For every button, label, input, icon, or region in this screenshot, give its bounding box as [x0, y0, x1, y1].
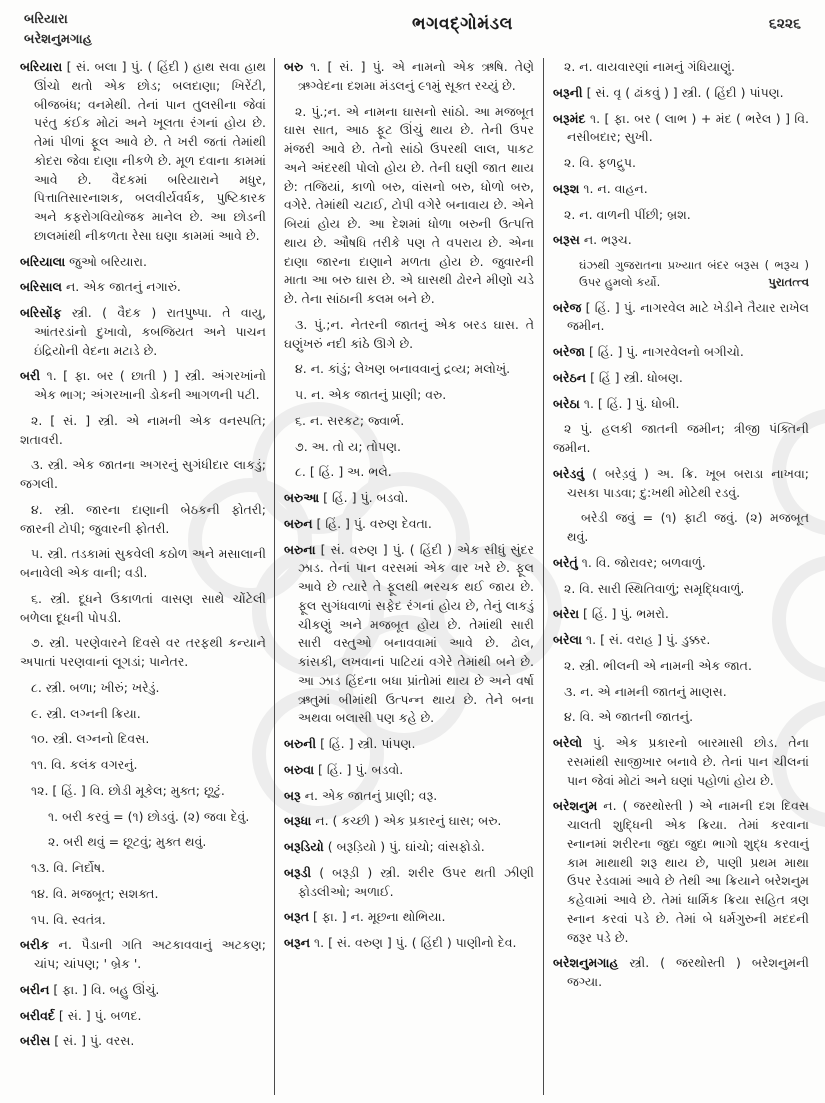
entry-text: ઘંઝથી ગુજરાતના પ્રખ્યાત બંદર બરૂસ ( ભરૂચ ) ઉપર હુમલો કર્યો. — [579, 258, 809, 290]
dictionary-entry — [20, 1007, 266, 1026]
entry-text: ૨. પું.;ન. એ નામના ઘાસનો સાંઠો. આ મજબૂત ઘાસ સાત, આઠ ફૂટ ઊંચું થાય છે. તેની ઉપર મંજરી આવે છે. તેનો સાંઠો ઉપરથી લાલ, પાકટ અને અંદરથી પોલો હોય છે. તેની ઘણી જાત થાય છે: તજિયાં, કાળો બરુ, વાંસનો બરુ, ધોળો બરુ, વગેરે. તેમાંથી ચટાઈ, ટોપી વગેરે બનાવાય છે. એને બિયાં હોય છે. આ દેશમાં ધોળા બરુની ઉત્પત્તિ થાય છે. ઔષધિ તરીકે પણ તે વપરાય છે. એના દાણા જારના દાણાને મળતા હોય છે. જુવારની માતા આ બરુ ઘાસ છે. એ ઘાસથી ઢોરને મીણો ચડે છે. તેના સાંઠાની કલમ બને છે. — [284, 103, 534, 306]
entry-text: [ ફા. ] વિ. બહુ ઊંચું. — [53, 981, 160, 997]
headword: બરુના — [284, 541, 316, 557]
headword: બરીવર્દ — [20, 1007, 55, 1023]
dictionary-entry — [553, 231, 809, 250]
entry-text: [ હિં. ] પું. બડવો. — [318, 761, 404, 777]
headword: બરુવા — [284, 761, 315, 777]
dictionary-entry — [20, 367, 266, 405]
dictionary-entry — [284, 360, 534, 379]
dictionary-entry — [20, 833, 266, 852]
dictionary-entry — [20, 58, 266, 246]
dictionary-entry — [20, 304, 266, 360]
headword: બરૂ — [284, 787, 301, 803]
dictionary-entry — [284, 541, 534, 729]
headword: બરીન — [20, 981, 50, 997]
dictionary-entry — [553, 420, 809, 458]
entry-text: ૧. [ સં. વરાહ ] પું. ડુક્કર. — [586, 632, 711, 647]
headword: બરેજ — [553, 299, 582, 315]
entry-text: ૨. વિ. ફળદ્રુપ. — [564, 155, 636, 170]
entry-text: ૧. [ હિં. ] પું. ધોબી. — [583, 395, 680, 411]
entry-text: ૧૩. વિ. નિર્દોષ. — [31, 860, 106, 875]
entry-text: ૩. સ્ત્રી. એક જાતના અગરનું સુગંધીદાર લાકડું; જગલી. — [20, 457, 266, 491]
entry-text: ૨ પું. હલકી જાતની જમીન; ત્રીજી પંક્તિની જમીન. — [553, 421, 809, 455]
dictionary-entry — [20, 885, 266, 904]
entry-text: ૧. વિ. જોરાવર; બળવાળું. — [581, 554, 706, 570]
dictionary-entry — [20, 278, 266, 297]
running-heads — [24, 10, 244, 50]
entry-text: ૧૦. સ્ત્રી. લગ્નનો દિવસ. — [31, 731, 150, 747]
entry-text: ૧. બરી કરવું = (૧) છોડવું. (૨) જવા દેવું. — [48, 808, 250, 824]
headword: બરેતું — [553, 554, 578, 570]
headword: બરીક — [20, 937, 49, 953]
entry-text: ન. પૈડાની ગતિ અટકાવવાનું અટકણ; ચાંપ; ચાંપણ; ' બ્રેક '. — [34, 937, 266, 971]
dictionary-entry — [20, 253, 266, 272]
entry-text: [ હિં. ] સ્ત્રી. પાંપણ. — [320, 736, 416, 751]
dictionary-entry — [284, 761, 534, 780]
headword: બરેરા — [553, 606, 580, 622]
dictionary-entry — [284, 489, 534, 508]
entry-text: ૩. પું.;ન. નેતરની જાતનું એક બરડ ઘાસ. તે ઘણુંખરું નદી કાંઠે ઊગે છે. — [284, 316, 534, 351]
headword: બરુન — [284, 515, 313, 531]
dictionary-entry — [20, 705, 266, 724]
column-1 — [20, 58, 274, 1095]
dictionary-entry — [553, 734, 809, 790]
dictionary-entry — [553, 58, 809, 77]
entry-text: [ હિં. ] પું. નાગરવેલનો બગીચો. — [588, 344, 744, 359]
entry-text: ન. ( જરથોસ્તી ) એ નામની દશ દિવસ ચાલતી શુદ્ધિની એક ક્રિયા. તેમાં કરવાના સ્નાનમાં શરીરના જુદા જુદા ભાગો શુદ્ધ કરવાનું કામ માથાથી શરૂ થાય છે, પાણી પ્રથમ માથા ઉપર રેડવામાં આવે છે તેથી આ ક્રિયાને બરેશનુમ કહેવામાં આવે છે. તેમાં ધાર્મિક ક્રિયા સહિત ત્રણ સ્નાન કરવાં પડે છે. તેમાં બે ધર્મગુરુની મદદની જરૂર પડે છે. — [567, 798, 809, 945]
headword: બરૂધા — [284, 813, 312, 829]
entry-text: પું. એક પ્રકારનો બારમાસી છોડ. તેના રસમાંથી સાજીખાર બનાવે છે. તેનાં પાન ચીલનાં પાન જેવાં મોટાં અને ઘણાં પહોળાં હોય છે. — [567, 735, 809, 788]
entry-text: ૧૨. [ હિં. ] વિ. છોડી મૂકેલ; મુક્ત; છૂટું. — [31, 782, 225, 798]
entry-text: ૨. ન. વાયવારણાં નામનું ગંધિયાણું. — [564, 59, 735, 74]
entry-text: [ સં. ] પું. બળદ. — [58, 1007, 142, 1023]
entry-text: ૩. ન. એ નામની જાતનું માણસ. — [564, 683, 727, 699]
dictionary-entry — [284, 386, 534, 405]
dictionary-entry — [284, 463, 534, 482]
entry-text: ૫. સ્ત્રી. તડકામાં સુકવેલી કઠોળ અને મસાલાની બનાવેલી એક વાની; વડી. — [20, 546, 266, 580]
dictionary-entry — [284, 316, 534, 354]
running-head-first-word: બરિયારા — [24, 12, 68, 27]
dictionary-entry — [553, 509, 809, 547]
dictionary-entry — [553, 708, 809, 727]
dictionary-entry — [284, 515, 534, 534]
headword: બરેડવું — [553, 465, 585, 481]
dictionary-entry — [20, 936, 266, 974]
dictionary-entry — [553, 257, 809, 292]
dictionary-entry — [20, 782, 266, 801]
dictionary-entry — [553, 395, 809, 414]
column-3 — [543, 58, 809, 1095]
dictionary-entry — [284, 864, 534, 902]
entry-text: ૨. બરી થવું = છૂટવું; મુક્ત થવું. — [48, 834, 207, 850]
entry-text: ૯. સ્ત્રી. લગ્નની ક્રિયા. — [31, 705, 141, 721]
headword: બરૂડી — [284, 864, 312, 880]
entry-text: ૨. [ સં. ] સ્ત્રી. એ નામની એક વનસ્પતિ; શતાવરી. — [20, 412, 266, 447]
headword: બરેલો — [553, 735, 583, 750]
entry-text: ૧૧. વિ. કલંક વગરનું. — [31, 757, 138, 772]
dictionary-entry — [553, 84, 809, 103]
entry-text: જુઓ બરિયારા. — [69, 253, 147, 269]
headword: બરેશનુમગાહ — [553, 955, 619, 971]
entry-text: ૨. સ્ત્રી. ભીલની એ નામની એક જાત. — [564, 657, 752, 673]
dictionary-entry — [553, 683, 809, 702]
dictionary-entry — [553, 797, 809, 947]
dictionary-entry — [284, 812, 534, 831]
entry-text: [ હિં. ] પું. વરુણ દેવતા. — [316, 515, 432, 531]
dictionary-entry — [553, 154, 809, 173]
headword: બરૂશ — [553, 180, 580, 196]
entry-text: ૧. [ ફા. બર ( લાભ ) + મંદ ( ભરેલ ) ] વિ. નસીબદાર; સુખી. — [567, 110, 809, 145]
dictionary-entry — [553, 110, 809, 148]
dictionary-entry — [20, 679, 266, 698]
dictionary-entry — [284, 438, 534, 457]
dictionary-entry — [553, 206, 809, 225]
dictionary-entry — [284, 58, 534, 96]
dictionary-entry — [553, 657, 809, 676]
headword: બરીસ — [20, 1033, 51, 1049]
dictionary-entry — [284, 412, 534, 431]
headword: બરૂસ — [553, 232, 580, 248]
entry-text: [ સં. વરુણ ] પું. ( હિંદી ) એક સીધું સુંદર ઝાડ. તેનાં પાન વરસમાં એક વાર ખરે છે. ફૂલ આવે છે ત્યારે તે ફૂલથી ભરચક થઈ જાય છે. ફૂલ સુગંધવાળાં સફેદ રંગનાં હોય છે, તેનું લાકડું ચીકણું અને મજબૂત હોય છે. તેમાંથી સારી સારી વસ્તુઓ બનાવવામાં આવે છે. ઢોલ, કાંસકી, લખવાનાં પાટિયાં વગેરે તેમાંથી બને છે. આ ઝાડ હિંદના બધા પ્રાંતોમાં થાય છે અને વર્ષા ઋતુમાં બીમાંથી ઉત્પન્ન થાય છે. તેને બના અથવા બલાસી પણ કહે છે. — [298, 541, 534, 726]
entry-text: ( બરેડ઼વું ) અ. ક્રિ. ખૂબ બરાડા નાખવા; ચસકા પાડવા; દુ:ખથી મોટેથી રડવું. — [567, 465, 809, 500]
headword: બરૂની — [553, 84, 583, 100]
dictionary-entry — [20, 859, 266, 878]
entry-text: ૬. સ્ત્રી. દૂધને ઉકાળતાં વાસણ સાથે ચોંટેલી બળેલા દૂધની પોપડી. — [20, 590, 266, 625]
dictionary-entry — [20, 412, 266, 450]
citation-source: પુરાતત્ત્વ — [768, 275, 809, 290]
entry-text: ૭. અ. તો ય; તોપણ. — [295, 438, 401, 454]
dictionary-entry — [284, 735, 534, 754]
headword: બરેલા — [553, 632, 583, 647]
headword: બરૂન — [284, 935, 311, 950]
entry-text: [ ફા. ] ન. મૂછના થોભિયા. — [312, 909, 446, 925]
entry-text: ( બરૂડ઼ી ) સ્ત્રી. શરીર ઉપર થતી ઝીણી ફોડલીઓ; અળાઈ. — [298, 864, 534, 899]
dictionary-entry — [20, 545, 266, 583]
dictionary-entry — [20, 730, 266, 749]
entry-text: ૬. ન. સરકટ; જ્વાર્ભ. — [295, 412, 405, 428]
headword: બરિસાલ — [20, 279, 62, 295]
dictionary-entry — [20, 456, 266, 494]
dictionary-entry — [284, 787, 534, 806]
headword: બરૂમંદ — [553, 110, 586, 126]
headword: બરેઠા — [553, 395, 580, 411]
entry-text: ન. ( કચ્છી ) એક પ્રકારનું ઘાસ; બરુ. — [315, 813, 502, 829]
dictionary-entry — [284, 934, 534, 953]
entry-text: [ સં. બલા ] પું. ( હિંદી ) હાથ સવા હાથ ઊંચો થતો એક છોડ; બલદાણા; ખિરેંટી, બીજબંધ; વનમેથી. તેનાં પાન તુલસીના જેવાં પરંતુ કંઈક મોટાં અને ખૂલતા રંગનાં હોય છે. તેમાં પીળાં ફૂલ આવે છે. તે ખરી જતાં તેમાંથી કોદરા જેવા દાણા નીકળે છે. મૂળ દવાના કામમાં આવે છે. વૈદકમાં બરિયારાને મધુર, પિત્તાતિસારનાશક, બલવીર્યવર્ધક, પુષ્ટિકારક અને કફરોગવિયોજક માનેલ છે. આ છોડની છાલમાંથી નીકળતા રેસા ઘણા કામમાં આવે છે. — [34, 59, 266, 243]
dictionary-entry — [553, 180, 809, 199]
entry-text: ન. એક જાતનું નગારું. — [65, 279, 181, 295]
headword: બરી — [20, 368, 41, 384]
entry-text: ૧. [ ફા. બર ( છાતી ) ] સ્ત્રી. અંગરખાંનો એક ભાગ; અંગરખાની ડોકની આગળની પટી. — [34, 368, 266, 402]
headword: બરેઠન — [553, 369, 587, 385]
dictionary-entry — [20, 1032, 266, 1051]
dictionary-entry — [20, 756, 266, 775]
headword: બરુની — [284, 736, 317, 751]
dictionary-entry — [553, 631, 809, 650]
entry-text: ૭. સ્ત્રી. પરણેવારને દિવસે વર તરફથી કન્યાને અપાતાં પરણવાનાં લૂગડાં; પાનેતર. — [20, 635, 266, 669]
running-head-last-word: બરેશનુમગાહ — [24, 32, 92, 48]
dictionary-entry — [553, 369, 809, 388]
dictionary-columns — [20, 58, 809, 1095]
dictionary-entry — [553, 299, 809, 337]
entry-text: બરેડી જવું = (૧) ફાટી જવું. (૨) મજબૂત થવું. — [567, 510, 809, 544]
entry-text: ૧૫. વિ. સ્વતંત્ર. — [31, 911, 106, 927]
dictionary-entry — [553, 465, 809, 503]
entry-text: સ્ત્રી. ( જરથોસ્તી ) બરેશનુમની જગ્યા. — [567, 955, 809, 989]
headword: બરિસોંફ — [20, 305, 62, 320]
page-header — [24, 10, 801, 50]
entry-text: ૧૪. વિ. મજબૂત; સશક્ત. — [31, 885, 159, 901]
entry-text: ૪. ન. કાંડું; લેખણ બનાવવાનું દ્રવ્ય; મલોખું. — [295, 361, 511, 377]
dictionary-entry — [553, 343, 809, 362]
headword: બરિયારા — [20, 59, 63, 74]
entry-text: ન. એક જાતનું પ્રાણી; વરૂ. — [304, 787, 438, 803]
entry-text: ૨. વિ. સારી સ્થિતિવાળું; સમૃદ્ધિવાળું. — [564, 580, 745, 596]
entry-text: [ સં. વૃ ( ઢાંકવું ) ] સ્ત્રી. ( હિંદી ) પાંપણ. — [586, 84, 784, 100]
dictionary-entry — [20, 501, 266, 539]
entry-text: ૮. સ્ત્રી. બળા; ખીરું; ખરેડું. — [31, 679, 160, 695]
dictionary-entry — [20, 981, 266, 1000]
headword: બરુ — [284, 59, 304, 74]
dictionary-entry — [284, 838, 534, 857]
column-2 — [274, 58, 543, 1095]
entry-text: ૧. ન. વાહન. — [583, 180, 648, 196]
dictionary-entry — [553, 605, 809, 624]
entry-text: [ હિં ] સ્ત્રી. ધોબણ. — [590, 369, 683, 385]
headword: બરૂત — [284, 909, 309, 925]
page-number: ૬૨૨૬ — [768, 16, 801, 32]
dictionary-entry — [20, 590, 266, 628]
entry-text: ૧. [ સં. વરુણ ] પું. ( હિંદી ) પાણીનો દેવ. — [314, 935, 517, 950]
dictionary-entry — [553, 554, 809, 573]
entry-text: ૧. [ સં. ] પું. એ નામનો એક ઋષિ. તેણે ઋગ્વેદના દશમા મંડલનું ૯૧મું સૂક્ત રચ્યું છે. — [298, 59, 534, 93]
entry-text: ( બરૂડ઼િયો ) પું. ઘાંચો; વાંસફોડો. — [327, 839, 485, 854]
dictionary-entry — [553, 580, 809, 599]
headword: બરેશનુમ — [553, 798, 598, 814]
entry-text: [ હિં. ] પું. નાગરવેલ માટે ખેડીને તૈયાર રાખેલ જમીન. — [567, 299, 809, 334]
page-title: ભગવદ્ગોમંડલ — [412, 14, 513, 34]
entry-text: ૪. વિ. એ જાતની જાતનું. — [564, 709, 694, 725]
dictionary-entry — [284, 908, 534, 927]
dictionary-entry — [553, 954, 809, 992]
headword: બરિયાલા — [20, 253, 66, 269]
entry-text: [ સં. ] પું. વરસ. — [54, 1033, 135, 1049]
entry-text: ન. ભરૂચ. — [583, 232, 632, 248]
dictionary-entry — [284, 103, 534, 309]
entry-text: ૮. [ હિં. ] અ. ભલે. — [295, 464, 392, 480]
entry-text: ૨. ન. વાળની પીંછી; બ્રશ. — [564, 206, 691, 222]
dictionary-entry — [20, 911, 266, 930]
dictionary-entry — [20, 634, 266, 672]
headword: બરૂડિયો — [284, 839, 324, 854]
dictionary-entry — [20, 808, 266, 827]
entry-text: ૫. ન. એક જાતનું પ્રાણી; વરુ. — [295, 387, 447, 402]
entry-text: ૪. સ્ત્રી. જારના દાણાની બેઠકની ફોતરી; જારની ટોપી; જુવારની ફોતરી. — [20, 501, 266, 536]
headword: બરુઆ — [284, 490, 320, 505]
entry-text: [ હિં. ] પું. બડવો. — [323, 490, 409, 505]
entry-text: સ્ત્રી. ( વૈદક ) રાતપુષ્પા. તે વાયુ, આંતરડાંનો દુખાવો, કબજિયત અને પાચન ઇંદ્રિયોની વેદના મટાડે છે. — [34, 305, 266, 358]
headword: બરેજા — [553, 344, 585, 359]
entry-text: [ હિં. ] પું. ભમરો. — [583, 606, 669, 622]
